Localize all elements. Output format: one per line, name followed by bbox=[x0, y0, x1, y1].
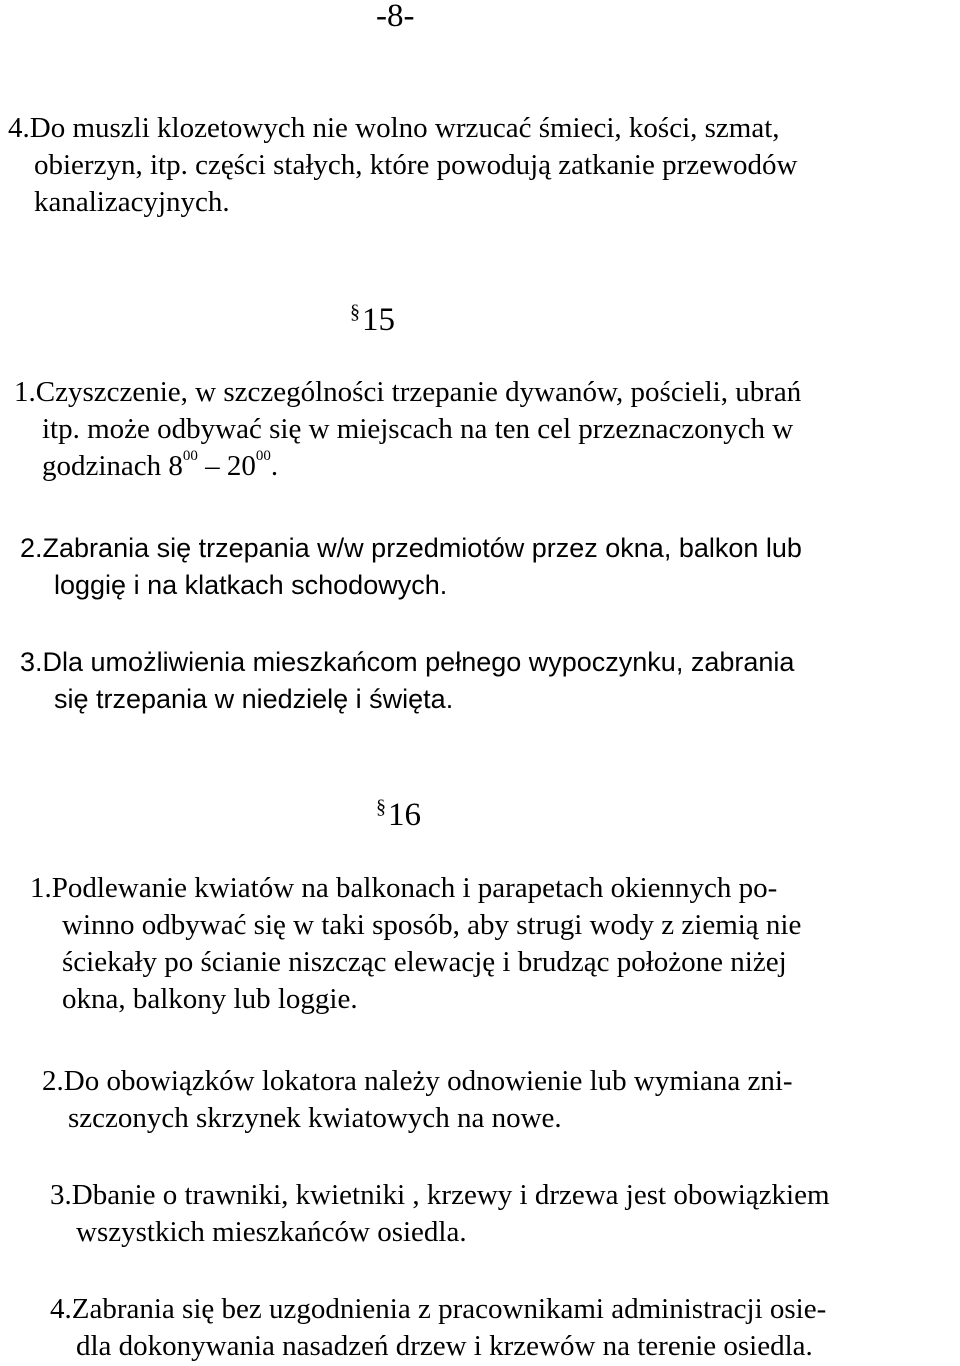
hours-suffix: . bbox=[270, 450, 279, 482]
s16-item-3 bbox=[50, 1177, 830, 1251]
s16-item-3-number: 3. bbox=[50, 1179, 72, 1211]
s15-item-2-number: 2. bbox=[20, 533, 43, 563]
hours-sup-end: 00 bbox=[255, 448, 271, 465]
s15-item-1-line-1 bbox=[14, 374, 801, 411]
s15-item-3-number: 3. bbox=[20, 647, 43, 677]
s15-item-1 bbox=[14, 374, 801, 485]
s16-item-4-number: 4. bbox=[50, 1293, 72, 1325]
s14-item-4-line-1 bbox=[8, 110, 797, 147]
s16-item-2-text-1: Do obowiązków lokatora należy odnowienie lub wymiana zni- bbox=[63, 1065, 793, 1097]
s16-item-4 bbox=[50, 1291, 826, 1365]
s15-item-1-number: 1. bbox=[14, 376, 36, 408]
s16-item-1-number: 1. bbox=[30, 872, 52, 904]
s14-item-4-line-2: obierzyn, itp. części stałych, które powodują zatkanie przewodów bbox=[34, 149, 798, 181]
hours-prefix: godzinach 8 bbox=[42, 450, 183, 482]
s15-item-2-line-1 bbox=[20, 530, 802, 567]
s16-item-4-text-1: Zabrania się bez uzgodnienia z pracownikami administracji osie- bbox=[71, 1293, 827, 1325]
section-15-heading bbox=[350, 300, 395, 344]
s15-item-1-line-3 bbox=[14, 448, 801, 485]
section-15-number: 15 bbox=[362, 302, 395, 338]
s16-item-4-line-2: dla dokonywania nasadzeń drzew i krzewów na terenie osiedla. bbox=[76, 1330, 813, 1362]
s15-item-2 bbox=[20, 530, 802, 604]
s14-item-4-number: 4. bbox=[8, 112, 30, 144]
hours-sup-start: 00 bbox=[182, 448, 198, 465]
s14-item-4-text-1: Do muszli klozetowych nie wolno wrzucać śmieci, kości, szmat, bbox=[29, 112, 780, 144]
s15-item-3-line-1 bbox=[20, 644, 794, 681]
s16-item-3-text-1: Dbanie o trawniki, kwietniki , krzewy i drzewa jest obowiązkiem bbox=[71, 1179, 830, 1211]
s16-item-2 bbox=[42, 1063, 793, 1137]
s16-item-4-line-1 bbox=[50, 1291, 826, 1328]
s16-item-1 bbox=[30, 870, 801, 1018]
section-16-number: 16 bbox=[388, 797, 421, 833]
s15-item-1-text-1: Czyszczenie, w szczególności trzepanie dywanów, pościeli, ubrań bbox=[35, 376, 802, 408]
section-16-heading bbox=[376, 795, 421, 839]
section-symbol-16: § bbox=[376, 796, 386, 818]
s16-item-2-number: 2. bbox=[42, 1065, 64, 1097]
s16-item-1-line-2: winno odbywać się w taki sposób, aby strugi wody z ziemią nie bbox=[62, 909, 802, 941]
s16-item-2-line-2: szczonych skrzynek kwiatowych na nowe. bbox=[68, 1102, 562, 1134]
s16-item-1-text-1: Podlewanie kwiatów na balkonach i parapetach okiennych po- bbox=[51, 872, 778, 904]
s16-item-1-line-3: ściekały po ścianie niszcząc elewację i brudząc położone niżej bbox=[62, 946, 787, 978]
s15-item-3-text-1: Dla umożliwienia mieszkańcom pełnego wypoczynku, zabrania bbox=[42, 647, 795, 677]
s15-item-3 bbox=[20, 644, 794, 718]
s16-item-1-line-1 bbox=[30, 870, 801, 907]
s15-item-3-line-2: się trzepania w niedzielę i święta. bbox=[54, 684, 454, 714]
s15-item-2-text-1: Zabrania się trzepania w/w przedmiotów przez okna, balkon lub bbox=[42, 533, 802, 563]
s14-item-4-line-3: kanalizacyjnych. bbox=[34, 186, 230, 218]
page-number: -8- bbox=[376, 0, 415, 34]
s16-item-3-line-1 bbox=[50, 1177, 830, 1214]
s16-item-3-line-2: wszystkich mieszkańców osiedla. bbox=[76, 1216, 467, 1248]
s15-item-2-line-2: loggię i na klatkach schodowych. bbox=[54, 570, 448, 600]
s16-item-1-line-4: okna, balkony lub loggie. bbox=[62, 983, 358, 1015]
s14-item-4 bbox=[8, 110, 797, 221]
s16-item-2-line-1 bbox=[42, 1063, 793, 1100]
hours-mid: – 20 bbox=[197, 450, 256, 482]
section-symbol-15: § bbox=[350, 301, 360, 323]
s15-item-1-line-2: itp. może odbywać się w miejscach na ten cel przeznaczonych w bbox=[42, 413, 794, 445]
